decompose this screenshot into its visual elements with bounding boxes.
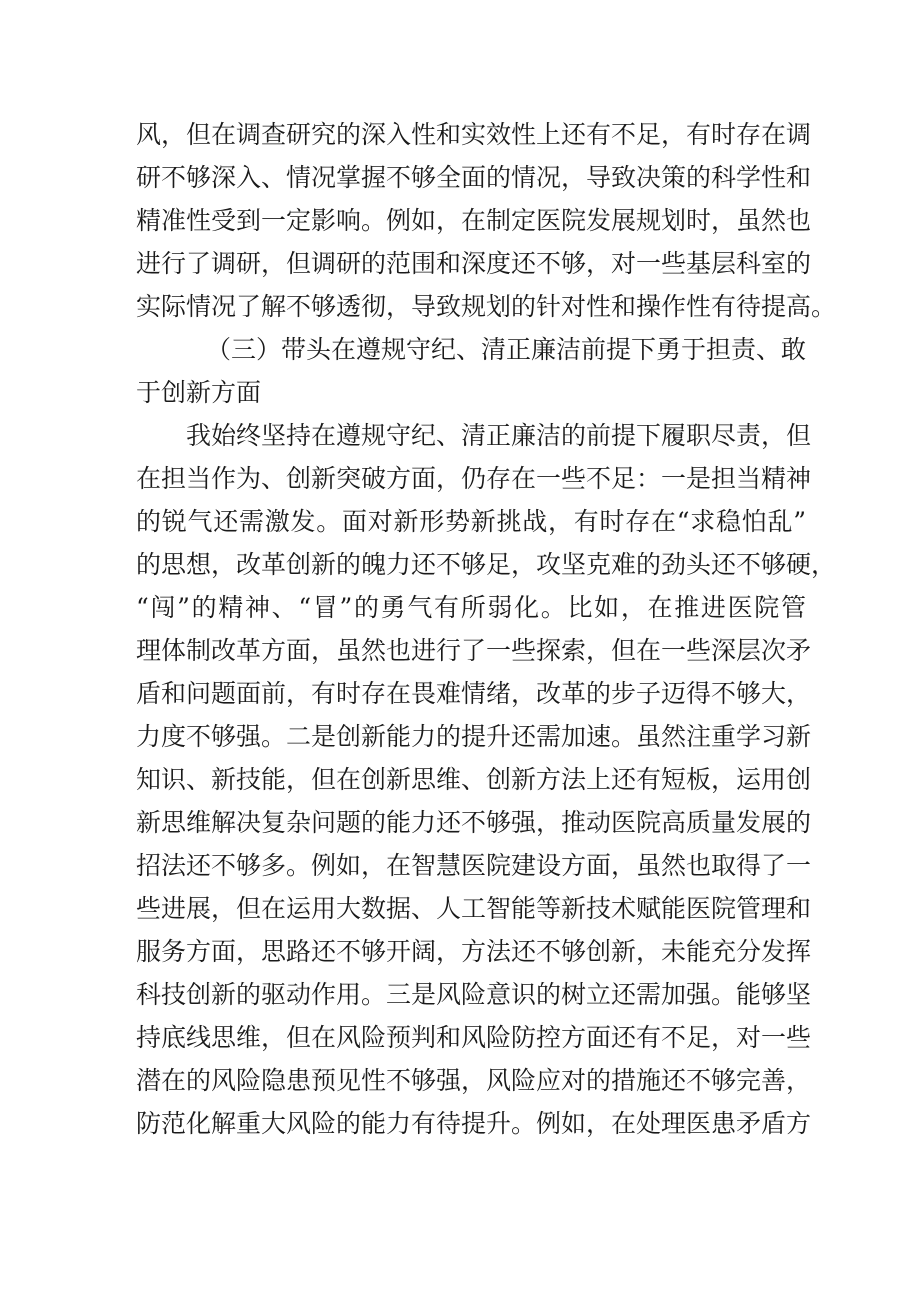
paragraph-line: 防范化解重大风险的能力有待提升。例如，在处理医患矛盾方 [136, 1109, 812, 1138]
paragraph-line: 服务方面，思路还不够开阔，方法还不够创新，未能充分发挥 [136, 937, 812, 966]
paragraph-line: 力度不够强。二是创新能力的提升还需加速。虽然注重学习新 [136, 722, 812, 751]
paragraph-line: 新思维解决复杂问题的能力还不够强，推动医院高质量发展的 [136, 808, 812, 837]
paragraph-line: 些进展，但在运用大数据、人工智能等新技术赋能医院管理和 [136, 894, 812, 923]
paragraph-line: 盾和问题面前，有时存在畏难情绪，改革的步子迈得不够大， [136, 679, 812, 708]
paragraph-line: 的思想，改革创新的魄力还不够足，攻坚克难的劲头还不够硬， [136, 550, 837, 579]
paragraph-line: 科技创新的驱动作用。三是风险意识的树立还需加强。能够坚 [136, 980, 812, 1009]
section-heading-line: 于创新方面 [136, 378, 262, 407]
paragraph-line: “闯”的精神、“冒”的勇气有所弱化。比如，在推进医院管 [136, 593, 806, 622]
paragraph-line: 研不够深入、情况掌握不够全面的情况，导致决策的科学性和 [136, 163, 812, 192]
paragraph-line: 精准性受到一定影响。例如，在制定医院发展规划时，虽然也 [136, 206, 812, 235]
paragraph-line: 风，但在调查研究的深入性和实效性上还有不足，有时存在调 [136, 120, 812, 149]
paragraph-line: 进行了调研，但调研的范围和深度还不够，对一些基层科室的 [136, 249, 812, 278]
paragraph-line: 持底线思维，但在风险预判和风险防控方面还有不足，对一些 [136, 1023, 812, 1052]
section-heading-line: （三）带头在遵规守纪、清正廉洁前提下勇于担责、敢 [206, 335, 807, 364]
paragraph-line: 在担当作为、创新突破方面，仍存在一些不足：一是担当精神 [136, 464, 812, 493]
paragraph-line: 招法还不够多。例如，在智慧医院建设方面，虽然也取得了一 [136, 851, 812, 880]
paragraph-line: 理体制改革方面，虽然也进行了一些探索，但在一些深层次矛 [136, 636, 812, 665]
paragraph-line: 我始终坚持在遵规守纪、清正廉洁的前提下履职尽责，但 [186, 421, 812, 450]
paragraph-line: 知识、新技能，但在创新思维、创新方法上还有短板，运用创 [136, 765, 812, 794]
paragraph-line: 实际情况了解不够透彻，导致规划的针对性和操作性有待提高。 [136, 292, 837, 321]
paragraph-line: 的锐气还需激发。面对新形势新挑战，有时存在“求稳怕乱” [136, 507, 806, 536]
paragraph-line: 潜在的风险隐患预见性不够强，风险应对的措施还不够完善， [136, 1066, 812, 1095]
